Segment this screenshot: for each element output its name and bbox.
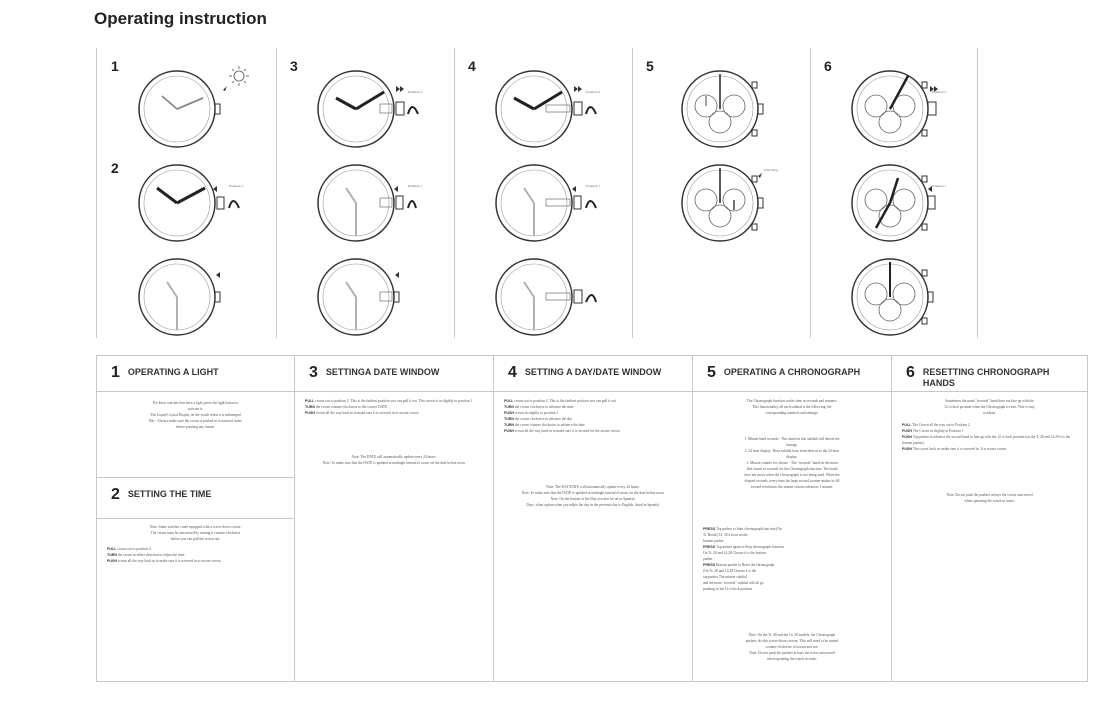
position-label: Position 1	[586, 184, 601, 188]
illustration-column-3	[276, 48, 455, 338]
chronograph-icon	[680, 64, 820, 154]
section-body: For those watches that have a light, press the light button to activate it. The Liquid Crystal Display on the watch when it is submerged Bar - Always make sure the crown is pushed in to ensured water before pressing any button.	[149, 401, 242, 429]
sun-icon	[229, 66, 249, 86]
position-label: Position 1	[932, 184, 947, 188]
step-number: 4	[468, 58, 476, 74]
illustration-column-6	[810, 48, 978, 338]
step-number: 3	[290, 58, 298, 74]
section-heading: RESETTING CHRONOGRAPH HANDS	[922, 367, 1050, 388]
section-heading: OPERATING A LIGHT	[127, 367, 219, 377]
position-label: Position 2	[408, 90, 423, 94]
section-number: 4	[508, 364, 517, 381]
page-title: Operating instruction	[94, 9, 267, 28]
illustration-column-4	[454, 48, 633, 338]
section-heading: OPERATING A CHRONOGRAPH	[723, 367, 861, 377]
chronograph-icon	[850, 64, 990, 154]
section-number: 2	[111, 486, 120, 503]
step-number: 5	[646, 58, 654, 74]
dial-list: 1. Minute hand seconds - This hand on this subdial will denote the timings. 2. 24 hour display: Hour subdial hour from then on to the 24 hour display. 3. Minute counter for chrono - The "seconds" hand on the main dial counts in seconds for the Chronograph function. This hand does not move when the Chronograph is not being used. When the elapsed exceeds, every time the large second counter makes its 60 second revolution, the minute chrono advances 1 minute.	[744, 437, 840, 489]
watch-icon	[494, 64, 634, 154]
illustration-column-1	[97, 48, 277, 338]
section-heading: SETTINGA DATE WINDOW	[325, 367, 440, 377]
watch-icon	[137, 158, 277, 248]
section-number: 1	[111, 364, 120, 381]
panel-operating-light	[96, 355, 295, 682]
position-label: Position 1	[229, 184, 244, 188]
step-list: PULL The Crown all the way out to Position 2 PUSH The Crown in slightly to Position 1 PUSH Top pusher to advance the second hand to line up with the 12 o'clock position (on the T. 28 and 14.28 it is the bottom pusher). PUSH The crown back in, make sure it is screwed in. It is secure crown.	[902, 423, 1071, 451]
section-heading: SETTING THE TIME	[127, 489, 212, 499]
watch-icon	[494, 252, 634, 342]
section-notes: Note: The DATE will automatically update every 24 hours. Note: To make sure that the DATE is updated at midnight instead of noon, set the date before noon.	[322, 455, 466, 465]
section-heading: SETTING A DAY/DATE WINDOW	[524, 367, 662, 377]
illustration-column-5	[632, 48, 811, 338]
instruction-panels	[96, 355, 1088, 682]
watch-icon	[316, 252, 456, 342]
position-label: Position 2	[932, 90, 947, 94]
watch-icon	[316, 64, 456, 154]
position-label: Position 2	[586, 90, 601, 94]
illustration-grid	[96, 48, 977, 338]
position-label: Start/Stop	[764, 168, 779, 172]
section-notes: Note: The DAY/DATE will automatically update every 24 hours. Note: To make sure that the DATE is updated at midnight instead of noon, set the date before noon. Note: On the bottom of the Day you also be set in Spanish. Days, when option when you adjust the day in the previous day to English, listed in Spanish.	[521, 485, 665, 507]
watch-icon	[137, 252, 277, 342]
panel-chronograph	[693, 355, 892, 682]
step-list: PRESS Top pusher to Start chronograph function (On Tr. Break) 14. 30 it hour on the bottom pusher PRESS Top pusher again to Stop chronograph function On Tr. 28 and 14.28 Chrono it is the bottom pusher PRESS Bottom pusher to Reset the chronograph (On Tr. 28 and 14.28 Chrono it is the top pusher The minute subdial and the main "seconds" subdial will all go pointing to the 12 o'clock position.	[703, 527, 784, 591]
step-number: 2	[111, 160, 119, 176]
chronograph-icon	[850, 252, 990, 342]
section-body: Note: Some watches come equipped with a screw-down crown. The crown must be unscrewed by turning it counter-clockwise before you can pull the crown out.	[149, 525, 242, 541]
position-label: Position 1	[408, 184, 423, 188]
watch-icon	[316, 158, 456, 248]
section-notes: Note: On the Tr. 28 and the 14. 28 models, the Chronograph pushers do also screw-down crowns. This will need to be turned counter-clockwise to loosen and use. Note: Do not push the pushers at bays the screw unscrewed when operating the watch in water.	[745, 633, 839, 661]
chronograph-icon	[680, 158, 820, 248]
panel-reset-chronograph	[892, 355, 1088, 682]
chronograph-icon	[850, 158, 990, 248]
section-body: Sometimes the main "seconds" hand does not line up with the 12 o'clock position when the Chronograph is reset. This is easy to adjust.	[944, 399, 1035, 415]
section-number: 6	[906, 364, 915, 381]
watch-icon	[137, 64, 277, 154]
section-notes: Note: Do not push the pushers at bays the crown unscrewed when operating the watch in water.	[946, 493, 1033, 503]
step-list: PULL crown out to position 2. This is the furthest position you can pull it out. TURN the crown clockwise to advance the time PUSH crown in slightly to position 1 TURN the crown clockwise to advance the day TURN the crown counter clockwise to advance the date PUSH crown all the way back in to make sure it is secured for the secure crown.	[504, 399, 621, 433]
section-number: 5	[707, 364, 716, 381]
section-number: 3	[309, 364, 318, 381]
step-number: 1	[111, 58, 119, 74]
panel-date-window	[295, 355, 494, 682]
step-list: PULL crown out to position 2. This is the furthest position you can pull it out. This crown is in slightly to position 1. TURN the crown counter-clockwise to the correct DATE. PUSH crown all the way back in to make sure it is screwed in to secure crown.	[305, 399, 474, 415]
step-list: PULL crown out to position 2. TURN the crown in either direction to adjust the time. PUSH crown all the way back in to make sure it is screwed in to secure crown.	[107, 547, 222, 563]
panel-day-date-window	[494, 355, 693, 682]
section-body: The Chronograph function works time in seconds and minutes. This functionality, all each subdial is the following: the corresponding numbers and settings:	[746, 399, 838, 415]
step-number: 6	[824, 58, 832, 74]
watch-icon	[494, 158, 634, 248]
